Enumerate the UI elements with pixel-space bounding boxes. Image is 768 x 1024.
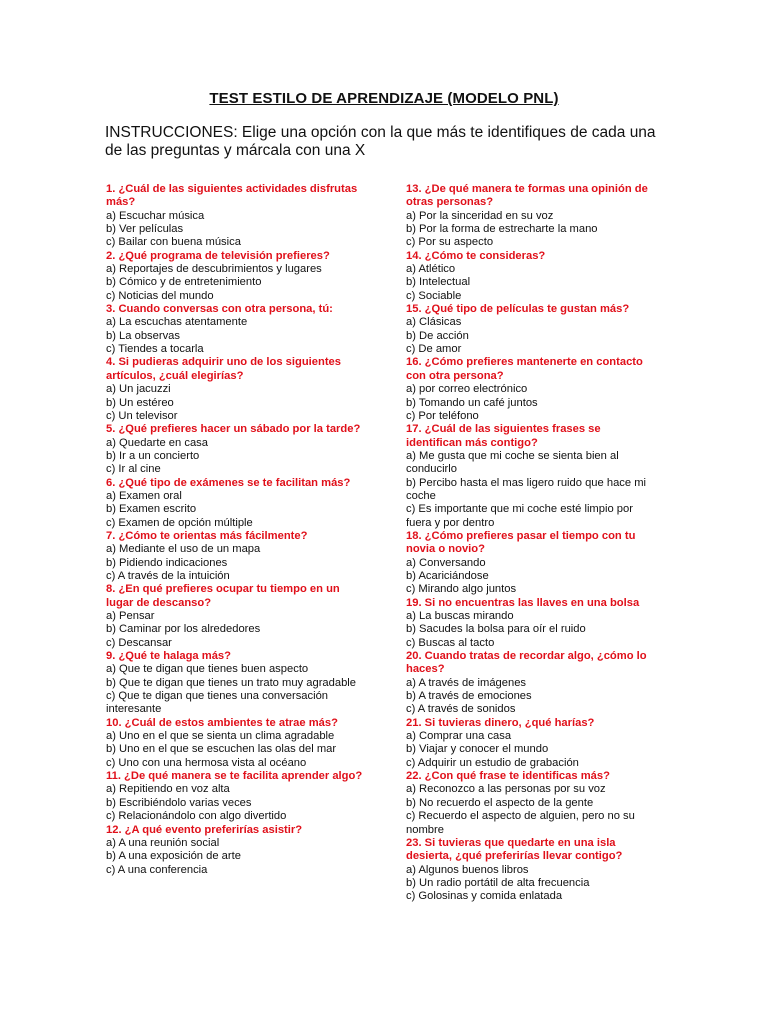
answer-option[interactable]: a) Reportajes de descubrimientos y lugares — [106, 263, 322, 276]
question-text: 23. Si tuvieras que quedarte en una isla desierta, ¿qué preferirías llevar contigo? — [406, 836, 623, 863]
question-block — [106, 770, 368, 823]
question-block — [406, 356, 656, 423]
answer-option[interactable]: c) Mirando algo juntos — [406, 583, 517, 596]
question-text: 19. Si no encuentras las llaves en una bolsa — [406, 596, 640, 609]
answer-option[interactable]: a) Algunos buenos libros — [406, 863, 529, 876]
answer-option[interactable]: b) Ir a un concierto — [106, 449, 200, 462]
answer-option[interactable]: b) No recuerdo el aspecto de la gente — [406, 796, 594, 809]
questions-right-column — [406, 183, 656, 904]
answer-option[interactable]: a) La buscas mirando — [406, 610, 514, 622]
question-text: 22. ¿Con qué frase te identificas más? — [406, 770, 610, 783]
question-text: 12. ¿A qué evento preferirías asistir? — [106, 823, 303, 836]
answer-option[interactable]: b) Sacudes la bolsa para oír el ruido — [406, 623, 586, 636]
answer-option[interactable]: c) A través de sonidos — [406, 703, 516, 716]
question-block — [406, 183, 656, 250]
answer-option[interactable]: c) Ir al cine — [106, 463, 161, 476]
question-block — [406, 837, 656, 904]
answer-option[interactable]: b) Uno en el que se escuchen las olas del mar — [106, 743, 337, 756]
question-block — [106, 183, 368, 250]
answer-option[interactable]: a) A través de imágenes — [406, 676, 527, 689]
question-block — [106, 250, 368, 303]
answer-option[interactable]: a) Atlético — [406, 263, 456, 276]
answer-option[interactable]: b) Que te digan que tienes un trato muy agradable — [106, 676, 357, 689]
answer-option[interactable]: c) Golosinas y comida enlatada — [406, 890, 563, 903]
answer-option[interactable]: a) Uno en el que se sienta un clima agradable — [106, 730, 335, 743]
instructions: INSTRUCCIONES: Elige una opción con la que más te identifiques de cada una de las preguntas y márcala con una X — [105, 124, 656, 159]
answer-option[interactable]: c) Tiendes a tocarla — [106, 343, 204, 356]
question-text: 20. Cuando tratas de recordar algo, ¿cómo lo haces? — [406, 650, 647, 676]
question-text: 17. ¿Cuál de las siguientes frases se identifican más contigo? — [406, 423, 601, 449]
question-text: 16. ¿Cómo prefieres mantenerte en contacto con otra persona? — [406, 356, 643, 382]
answer-option[interactable]: a) Reconozco a las personas por su voz — [406, 783, 606, 796]
answer-option[interactable]: c) Uno con una hermosa vista al océano — [106, 756, 307, 769]
answer-option[interactable]: a) A una reunión social — [106, 836, 220, 849]
answer-option[interactable]: c) Adquirir un estudio de grabación — [406, 756, 579, 769]
question-text: 15. ¿Qué tipo de películas te gustan más? — [406, 303, 630, 316]
answer-option[interactable]: a) Por la sinceridad en su voz — [406, 209, 554, 222]
answer-option[interactable]: c) Es importante que mi coche esté limpio por fuera y por dentro — [406, 503, 633, 529]
question-block — [406, 250, 656, 303]
answer-option[interactable]: b) Caminar por los alrededores — [106, 623, 261, 636]
question-text: 3. Cuando conversas con otra persona, tú: — [106, 303, 333, 316]
question-block — [406, 303, 656, 356]
answer-option[interactable]: a) Quedarte en casa — [106, 436, 208, 449]
question-text: 8. ¿En qué prefieres ocupar tu tiempo en un lugar de descanso? — [106, 583, 340, 609]
question-text: 9. ¿Qué te halaga más? — [106, 650, 231, 663]
answer-option[interactable]: b) Intelectual — [406, 276, 471, 289]
answer-option[interactable]: a) Escuchar música — [106, 209, 205, 222]
answer-option[interactable]: b) Viajar y conocer el mundo — [406, 743, 549, 756]
answer-option[interactable]: a) Mediante el uso de un mapa — [106, 543, 261, 556]
answer-option[interactable]: c) A una conferencia — [106, 863, 208, 876]
question-text: 5. ¿Qué prefieres hacer un sábado por la tarde? — [106, 423, 361, 436]
answer-option[interactable]: b) Por la forma de estrecharte la mano — [406, 223, 598, 236]
answer-option[interactable]: b) Escribiéndolo varias veces — [106, 796, 252, 809]
answer-option[interactable]: b) Acariciándose — [406, 569, 489, 582]
answer-option[interactable]: b) A una exposición de arte — [106, 850, 241, 863]
question-block — [406, 597, 656, 650]
question-block — [406, 770, 656, 837]
answer-option[interactable]: c) Examen de opción múltiple — [106, 516, 253, 529]
answer-option[interactable]: b) Percibo hasta el mas ligero ruido que hace mi coche — [406, 476, 647, 502]
answer-option[interactable]: c) Buscas al tacto — [406, 636, 495, 649]
answer-option[interactable]: c) Que te digan que tienes una conversación interesante — [106, 690, 329, 716]
answer-option[interactable]: b) La observas — [106, 329, 181, 342]
answer-option[interactable]: b) Un radio portátil de alta frecuencia — [406, 876, 590, 889]
answer-option[interactable]: b) Cómico y de entretenimiento — [106, 276, 262, 289]
answer-option[interactable]: b) Ver películas — [106, 223, 184, 236]
answer-option[interactable]: c) Noticias del mundo — [106, 289, 214, 302]
answer-option[interactable]: a) Pensar — [106, 610, 155, 622]
answer-option[interactable]: a) Repitiendo en voz alta — [106, 783, 230, 796]
question-block — [406, 423, 656, 530]
question-text: 4. Si pudieras adquirir uno de los siguientes artículos, ¿cuál elegirías? — [106, 356, 341, 382]
question-text: 10. ¿Cuál de estos ambientes te atrae más? — [106, 716, 338, 729]
question-text: 1. ¿Cuál de las siguientes actividades disfrutas más? — [106, 183, 358, 209]
answer-option[interactable]: a) Examen oral — [106, 489, 182, 502]
answer-option[interactable]: c) A través de la intuición — [106, 569, 230, 582]
question-block — [406, 530, 656, 597]
answer-option[interactable]: a) La escuchas atentamente — [106, 316, 248, 329]
answer-option[interactable]: b) Pidiendo indicaciones — [106, 556, 228, 569]
question-block — [106, 717, 368, 770]
question-block — [106, 356, 368, 423]
answer-option[interactable]: a) Que te digan que tienes buen aspecto — [106, 663, 309, 676]
question-text: 2. ¿Qué programa de televisión prefieres? — [106, 249, 330, 262]
questions-left-column — [106, 183, 368, 877]
answer-option[interactable]: c) Sociable — [406, 289, 462, 302]
question-text: 21. Si tuvieras dinero, ¿qué harías? — [406, 716, 595, 729]
question-block — [106, 824, 368, 877]
question-block — [106, 423, 368, 476]
answer-option[interactable]: c) Por teléfono — [406, 409, 479, 422]
question-block — [106, 477, 368, 530]
answer-option[interactable]: b) Un estéreo — [106, 396, 174, 409]
answer-option[interactable]: c) Por su aspecto — [406, 236, 494, 249]
question-block — [106, 303, 368, 356]
page-title: TEST ESTILO DE APRENDIZAJE (MODELO PNL) — [209, 90, 559, 107]
answer-option[interactable]: a) Me gusta que mi coche se sienta bien al conducirlo — [406, 449, 619, 476]
answer-option[interactable]: c) Bailar con buena música — [106, 236, 241, 249]
answer-option[interactable]: a) Un jacuzzi — [106, 383, 171, 396]
question-block — [106, 583, 368, 650]
answer-option[interactable]: c) Descansar — [106, 636, 172, 649]
answer-option[interactable]: b) Tomando un café juntos — [406, 396, 538, 409]
answer-option[interactable]: a) Comprar una casa — [406, 730, 512, 743]
answer-option[interactable]: c) Un televisor — [106, 409, 178, 422]
answer-option[interactable]: b) De acción — [406, 329, 469, 342]
answer-option[interactable]: a) Conversando — [406, 556, 486, 569]
question-text: 13. ¿De qué manera te formas una opinión de otras personas? — [406, 183, 648, 209]
answer-option[interactable]: c) Recuerdo el aspecto de alguien, pero no su nombre — [406, 810, 635, 836]
question-block — [106, 530, 368, 583]
question-block — [406, 650, 656, 717]
answer-option[interactable]: c) Relacionándolo con algo divertido — [106, 810, 287, 823]
question-text: 11. ¿De qué manera se te facilita aprender algo? — [106, 770, 363, 783]
question-text: 18. ¿Cómo prefieres pasar el tiempo con tu novia o novio? — [406, 529, 636, 556]
answer-option[interactable]: a) Clásicas — [406, 316, 462, 329]
answer-option[interactable]: b) Examen escrito — [106, 503, 197, 516]
question-block — [406, 717, 656, 770]
question-text: 6. ¿Qué tipo de exámenes se te facilitan más? — [106, 476, 351, 489]
answer-option[interactable]: b) A través de emociones — [406, 690, 532, 703]
answer-option[interactable]: c) De amor — [406, 343, 462, 356]
question-block — [106, 650, 368, 717]
answer-option[interactable]: a) por correo electrónico — [406, 383, 528, 396]
question-text: 7. ¿Cómo te orientas más fácilmente? — [106, 529, 308, 542]
question-text: 14. ¿Cómo te consideras? — [406, 249, 546, 262]
